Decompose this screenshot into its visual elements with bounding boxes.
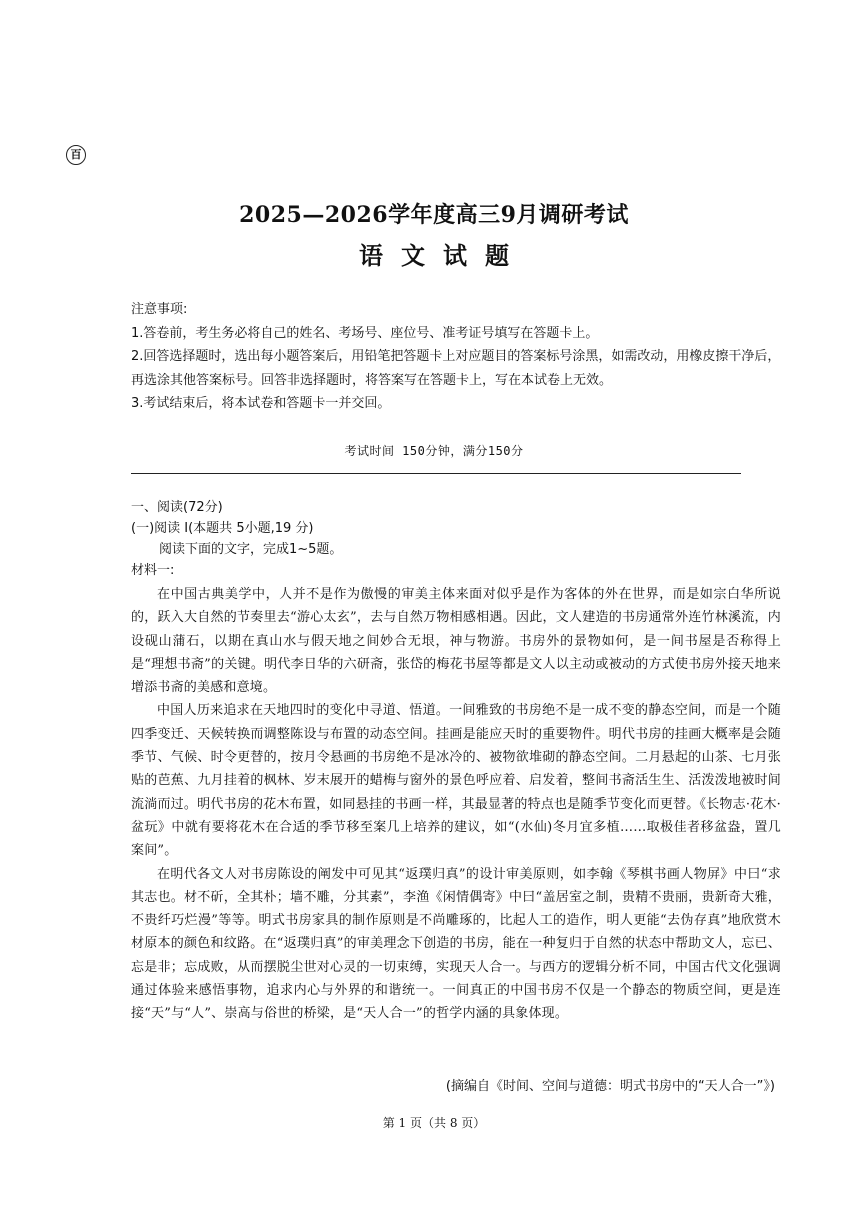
instruction: 阅读下面的文字，完成1~5题。 bbox=[159, 542, 343, 557]
material-label: 材料一: bbox=[131, 563, 175, 578]
corner-mark: 百 bbox=[66, 145, 86, 165]
exam-time: 考试时间 150分钟，满分150分 bbox=[344, 444, 524, 458]
notice-heading: 注意事项: bbox=[131, 302, 188, 317]
sub-heading: (一)阅读 Ⅰ(本题共 5小题,19 分) bbox=[131, 521, 314, 536]
article-source: (摘编自《时间、空间与道德：明式书房中的“天人合一”》) bbox=[445, 1079, 775, 1094]
page-footer: 第 1 页（共 8 页） bbox=[382, 1116, 486, 1130]
article-paragraph-1: 在中国古典美学中，人并不是作为傲慢的审美主体来面对似乎是作为客体的外在世界，而是如宗白华所说的，跃入大自然的节奏里去“游心太玄”，去与自然万物相感相遇。因此，文人建造的书房通常外连竹林溪流，内设砚山蒲石，以期在真山水与假天地之间妙合无垠，神与物游。书房外的景物如何，是一间书屋是否称得上是“理想书斋”的关键。明代李日华的六研斋，张岱的梅花书屋等都是文人以主动或被动的方式使书房外接天地来增添书斋的美感和意境。 bbox=[131, 587, 781, 696]
part-heading: 一、阅读(72分) bbox=[131, 500, 223, 515]
article-paragraph-3: 在明代各文人对书房陈设的阐发中可见其“返璞归真”的设计审美原则，如李翰《琴棋书画人物屏》中曰“求其志也。材不斫，全其朴；墙不雕，分其素”，李渔《闲情偶寄》中曰“盖居室之制，贵精不贵丽，贵新奇大雅，不贵纤巧烂漫”等等。明式书房家具的制作原则是不尚雕琢的，比起人工的造作，明人更能“去伪存真”地欣赏木材原本的颜色和纹路。在“返璞归真”的审美理念下创造的书房，能在一种复归于自然的状态中帮助文人，忘已、忘是非；忘成败，从而摆脱尘世对心灵的一切束缚，实现天人合一。与西方的逻辑分析不同，中国古代文化强调通过体验来感悟事物，追求内心与外界的和谐统一。一间真正的中国书房不仅是一个静态的物质空间，更是连接“天”与“人”、崇高与俗世的桥梁，是“天人合一”的哲学内涵的具象体现。 bbox=[131, 866, 781, 1022]
notice-item-2: 2.回答选择题时，选出每小题答案后，用铅笔把答题卡上对应题目的答案标号涂黑，如需改动，用橡皮擦干净后，再选涂其他答案标号。回答非选择题时，将答案写在答题卡上，写在本试卷上无效。 bbox=[131, 349, 781, 388]
notice-block bbox=[131, 298, 781, 416]
notice-item-3: 3.考试结束后，将本试卷和答题卡一并交回。 bbox=[131, 396, 391, 411]
notice-item-1: 1.答卷前，考生务必将自己的姓名、考场号、座位号、准考证号填写在答题卡上。 bbox=[131, 325, 599, 341]
divider-line bbox=[131, 473, 741, 474]
section-header bbox=[131, 497, 781, 581]
article-paragraph-2: 中国人历来追求在天地四时的变化中寻道、悟道。一间雅致的书房绝不是一成不变的静态空间，而是一个随四季变迁、天候转换而调整陈设与布置的动态空间。挂画是能应天时的重要物件。明代书房的挂画大概率是会随季节、气候、时令更替的，按月令悬画的书房绝不是冰冷的、被物欲堆砌的静态空间。二月悬起的山茶、七月张贴的芭蕉、九月挂着的枫林、岁末展开的蜡梅与窗外的景色呼应着、启发着，整间书斋活生生、活泼泼地被时间流淌而过。明代书房的花木布置，如同悬挂的书画一样，其最显著的特点也是随季节变化而更替。《长物志·花木·盆玩》中就有要将花木在合适的季节移至案几上培养的建议，如“(水仙)冬月宜多植……取极佳者移盆盎，置几案间”。 bbox=[131, 703, 781, 859]
exam-title: 2025—2026学年度高三9月调研考试 bbox=[239, 202, 629, 228]
exam-subject: 语文试题 bbox=[359, 241, 527, 270]
article-body bbox=[131, 583, 781, 1026]
